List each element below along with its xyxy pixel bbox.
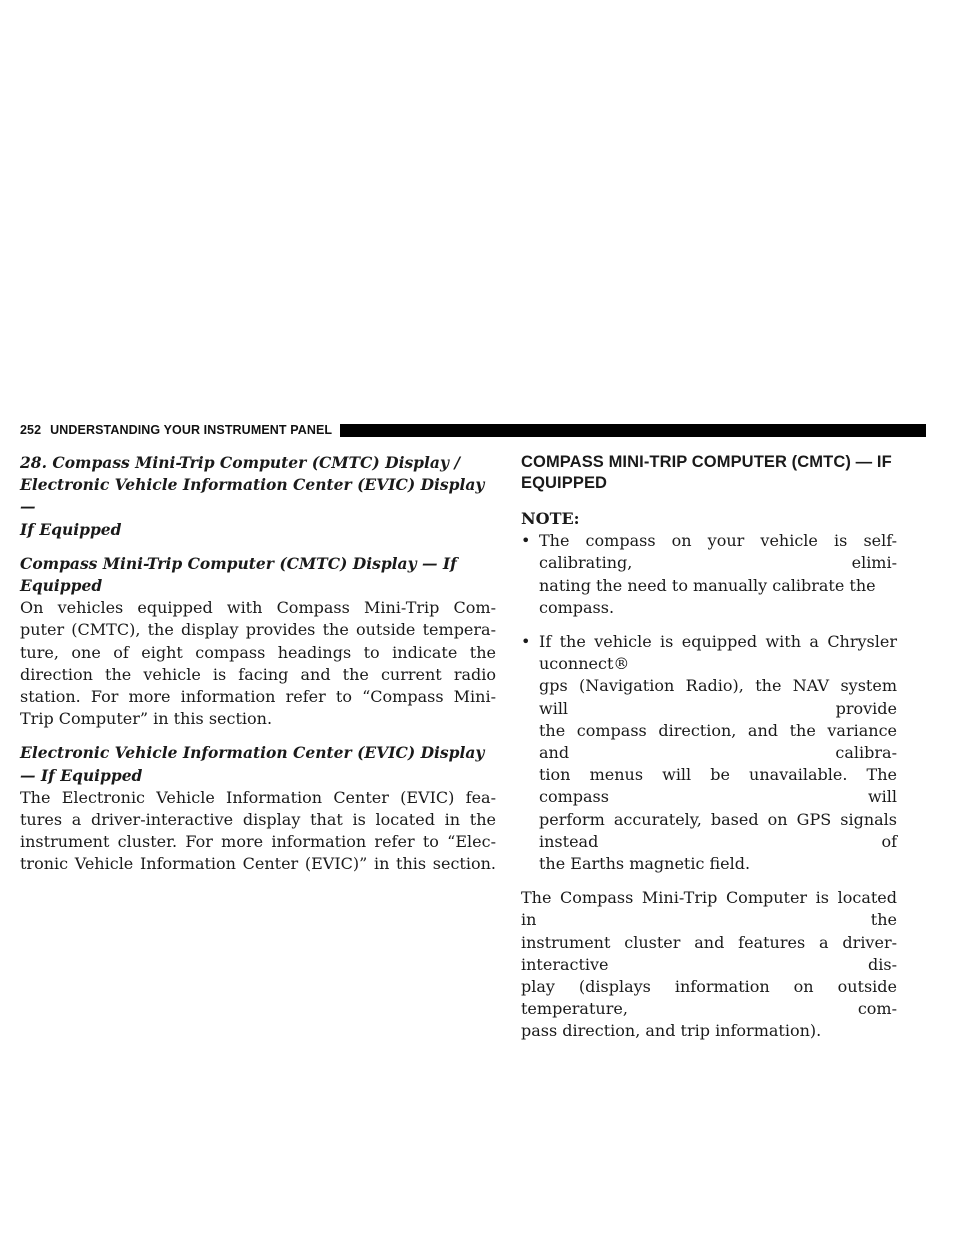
note-label: NOTE: xyxy=(521,509,580,528)
cmtc-body-line: puter (CMTC), the display provides the outside tempera- xyxy=(20,620,496,640)
cmtc-subheading-line: Equipped xyxy=(20,576,103,596)
item-28-heading-line: 28. Compass Mini-Trip Computer (CMTC) Display / xyxy=(20,453,461,472)
bullet-line: gps (Navigation Radio), the NAV system will provide xyxy=(539,676,897,718)
right-column xyxy=(521,452,897,1043)
cmtc-description-line: instrument cluster and features a driver-interactive dis- xyxy=(521,932,897,974)
evic-body-line: tronic Vehicle Information Center (EVIC)” in this section. xyxy=(20,854,496,874)
cmtc-body-line: station. For more information refer to “Compass Mini- xyxy=(20,687,496,707)
header-rule xyxy=(340,424,926,437)
item-28-heading-line: Electronic Vehicle Information Center (EVIC) Display— xyxy=(20,475,485,517)
bullet-line: If the vehicle is equipped with a Chrysler uconnect® xyxy=(539,632,897,674)
cmtc-subheading-line: Compass Mini-Trip Computer (CMTC) Display — If xyxy=(20,553,457,573)
evic-subheading-line: Electronic Vehicle Information Center (EVIC) Display xyxy=(20,743,485,763)
cmtc-description-line: play (displays information on outside temperature, com- xyxy=(521,977,897,1019)
cmtc-body-line: Trip Computer” in this section. xyxy=(20,709,273,729)
evic-subheading-line: — If Equipped xyxy=(20,765,143,785)
cmtc-body-line: ture, one of eight compass headings to indicate the xyxy=(20,642,496,662)
cmtc-section-heading-line: EQUIPPED xyxy=(521,474,608,492)
evic-body-line: The Electronic Vehicle Information Center (EVIC) fea- xyxy=(20,787,496,807)
bullet-dot: • xyxy=(521,632,531,652)
bullet-line: tion menus will be unavailable. The compass will xyxy=(539,765,897,807)
bullet-line: nating the need to manually calibrate the compass. xyxy=(539,575,876,617)
cmtc-description-line: The Compass Mini-Trip Computer is located in the xyxy=(521,888,897,930)
bullet-line: perform accurately, based on GPS signals instead of xyxy=(539,809,897,851)
cmtc-description-line: pass direction, and trip information). xyxy=(521,1021,822,1041)
cmtc-body-line: On vehicles equipped with Compass Mini-Trip Com- xyxy=(20,598,496,618)
cmtc-body-line: direction the vehicle is facing and the current radio xyxy=(20,664,496,684)
section-title: UNDERSTANDING YOUR INSTRUMENT PANEL xyxy=(50,423,333,437)
note-bullet xyxy=(521,530,897,619)
evic-body-line: instrument cluster. For more information refer to “Elec- xyxy=(20,832,496,852)
item-28-heading-line: If Equipped xyxy=(20,519,122,539)
page-number: 252 xyxy=(20,423,42,437)
page-header xyxy=(20,422,926,438)
bullet-dot: • xyxy=(521,531,531,551)
bullet-line: the Earths magnetic field. xyxy=(539,854,751,874)
left-column xyxy=(20,452,496,876)
evic-body-line: tures a driver-interactive display that is located in the xyxy=(20,810,496,830)
bullet-line: The compass on your vehicle is self-calibrating, elimi- xyxy=(539,531,897,573)
note-bullet xyxy=(521,631,897,875)
cmtc-section-heading-line: COMPASS MINI-TRIP COMPUTER (CMTC) — IF xyxy=(521,453,892,471)
bullet-line: the compass direction, and the variance and calibra- xyxy=(539,720,897,763)
